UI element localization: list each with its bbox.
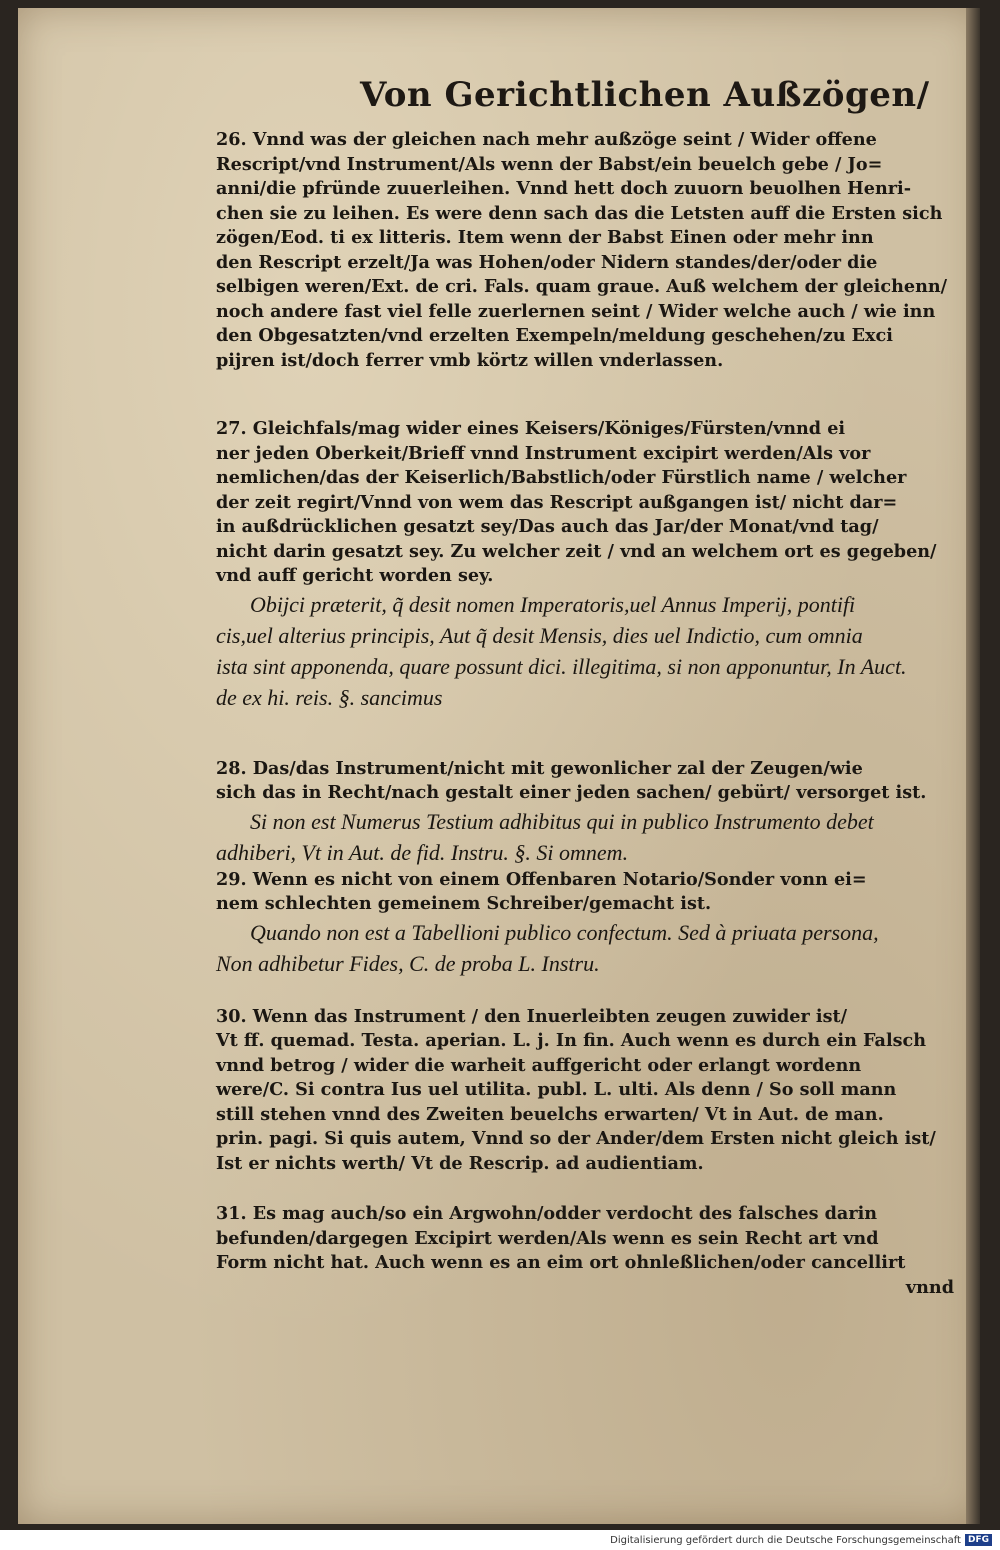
text-line: Vt ff. quemad. Testa. aperian. L. j. In fin. Auch wenn es durch ein Falsch (216, 1030, 927, 1051)
credit-text: Digitalisierung gefördert durch die Deutsche Forschungsgemeinschaft (610, 1534, 961, 1546)
paragraph-31 (216, 1202, 964, 1300)
text-line: 29. Wenn es nicht von einem Offenbaren Notario/Sonder vonn ei= (216, 868, 867, 890)
text-line: nem schlechten gemeinem Schreiber/gemacht ist. (216, 893, 712, 914)
text-line: noch andere fast viel felle zuerlernen seint / Wider welche auch / wie inn (216, 300, 936, 322)
latin-gloss-line: Non adhibetur Fides, C. de proba L. Instru. (216, 950, 600, 976)
dfg-logo: DFG (965, 1534, 992, 1546)
spacer (216, 1194, 964, 1202)
text-line: zögen/Eod. ti ex litteris. Item wenn der Babst Einen oder mehr inn (216, 227, 874, 248)
catchword: vnnd (905, 1276, 954, 1298)
text-line: sich das in Recht/nach gestalt einer jeden sachen/ gebürt/ versorget ist. (216, 782, 927, 803)
text-line: Ist er nichts werth/ Vt de Rescrip. ad audientiam. (216, 1152, 704, 1174)
paragraph-30 (216, 1005, 964, 1177)
text-line: vnnd betrog / wider die warheit auffgericht oder erlangt wordenn (216, 1054, 862, 1076)
text-line: in außdrücklichen gesatzt sey/Das auch das Jar/der Monat/vnd tag/ (216, 516, 879, 537)
spacer (216, 997, 964, 1005)
paragraph-28 (216, 757, 964, 868)
paragraph-29 (216, 868, 964, 979)
latin-gloss-line: de ex hi. reis. §. sancimus (216, 684, 443, 710)
latin-gloss-line: cis,uel alterius principis, Aut q̃ desit Mensis, dies uel Indictio, cum omnia (216, 622, 863, 648)
digitization-credit-bar (0, 1530, 1000, 1550)
latin-gloss-line: Si non est Numerus Testium adhibitus qui in publico Instrumento debet (250, 808, 874, 834)
text-line: anni/die pfründe zuuerleihen. Vnnd hett doch zuuorn beuolhen Henri- (216, 178, 912, 199)
text-line: ner jeden Oberkeit/Brieff vnnd Instrument excipirt werden/Als vor (216, 442, 871, 464)
text-line: 27. Gleichfals/mag wider eines Keisers/Königes/Fürsten/vnnd ei (216, 418, 846, 439)
text-line: Form nicht hat. Auch wenn es an eim ort ohnleßlichen/oder cancellirt (216, 1252, 906, 1273)
text-line: 31. Es mag auch/so ein Argwohn/odder verdocht des falsches darin (216, 1203, 878, 1224)
text-line: nemlichen/das der Keiserlich/Babstlich/oder Fürstlich name / welcher (216, 467, 907, 488)
text-line: vnd auff gericht worden sey. (216, 565, 494, 586)
latin-gloss-line: Obijci præterit, q̃ desit nomen Imperatoris,uel Annus Imperij, pontifi (250, 591, 856, 617)
text-line: Rescript/vnd Instrument/Als wenn der Babst/ein beuelch gebe / Jo= (216, 153, 883, 175)
paragraph-27 (216, 417, 964, 713)
text-line: 30. Wenn das Instrument / den Inuerleibten zeugen zuwider ist/ (216, 1005, 848, 1027)
running-header: Von Gerichtlichen Außzögen/ (360, 75, 930, 115)
text-line: den Obgesatzten/vnd erzelten Exempeln/meldung geschehen/zu Exci (216, 325, 893, 346)
page-body (216, 128, 964, 1318)
latin-gloss-line: adhiberi, Vt in Aut. de fid. Instru. §. Si omnem. (216, 839, 629, 865)
text-line: pijren ist/doch ferrer vmb körtz willen vnderlassen. (216, 349, 724, 371)
text-line: prin. pagi. Si quis autem, Vnnd so der Ander/dem Ersten nicht gleich ist/ (216, 1128, 936, 1149)
text-line: befunden/dargegen Excipirt werden/Als wenn es sein Recht art vnd (216, 1227, 879, 1249)
paragraph-26 (216, 128, 964, 373)
text-line: were/C. Si contra Ius uel utilita. publ. L. ulti. Als denn / So soll mann (216, 1079, 897, 1100)
text-line: selbigen weren/Ext. de cri. Fals. quam graue. Auß welchem der gleichenn/ (216, 276, 948, 297)
latin-gloss-line: ista sint apponenda, quare possunt dici. illegitima, si non apponuntur, In Auct. (216, 653, 907, 679)
spacer (216, 391, 964, 417)
text-line: 26. Vnnd was der gleichen nach mehr außzöge seint / Wider offene (216, 129, 877, 150)
spacer (216, 731, 964, 757)
latin-gloss-line: Quando non est a Tabellioni publico confectum. Sed à priuata persona, (250, 919, 879, 945)
text-line: chen sie zu leihen. Es were denn sach das die Letsten auff die Ersten sich (216, 202, 943, 224)
text-line: 28. Das/das Instrument/nicht mit gewonlicher zal der Zeugen/wie (216, 757, 863, 779)
text-line: nicht darin gesatzt sey. Zu welcher zeit / vnd an welchem ort es gegeben/ (216, 540, 937, 562)
text-line: der zeit regirt/Vnnd von wem das Rescript außgangen ist/ nicht dar= (216, 491, 898, 513)
page-gutter (966, 8, 980, 1524)
text-line: den Rescript erzelt/Ja was Hohen/oder Nidern standes/der/oder die (216, 251, 878, 273)
text-line: still stehen vnnd des Zweiten beuelchs erwarten/ Vt in Aut. de man. (216, 1103, 884, 1125)
